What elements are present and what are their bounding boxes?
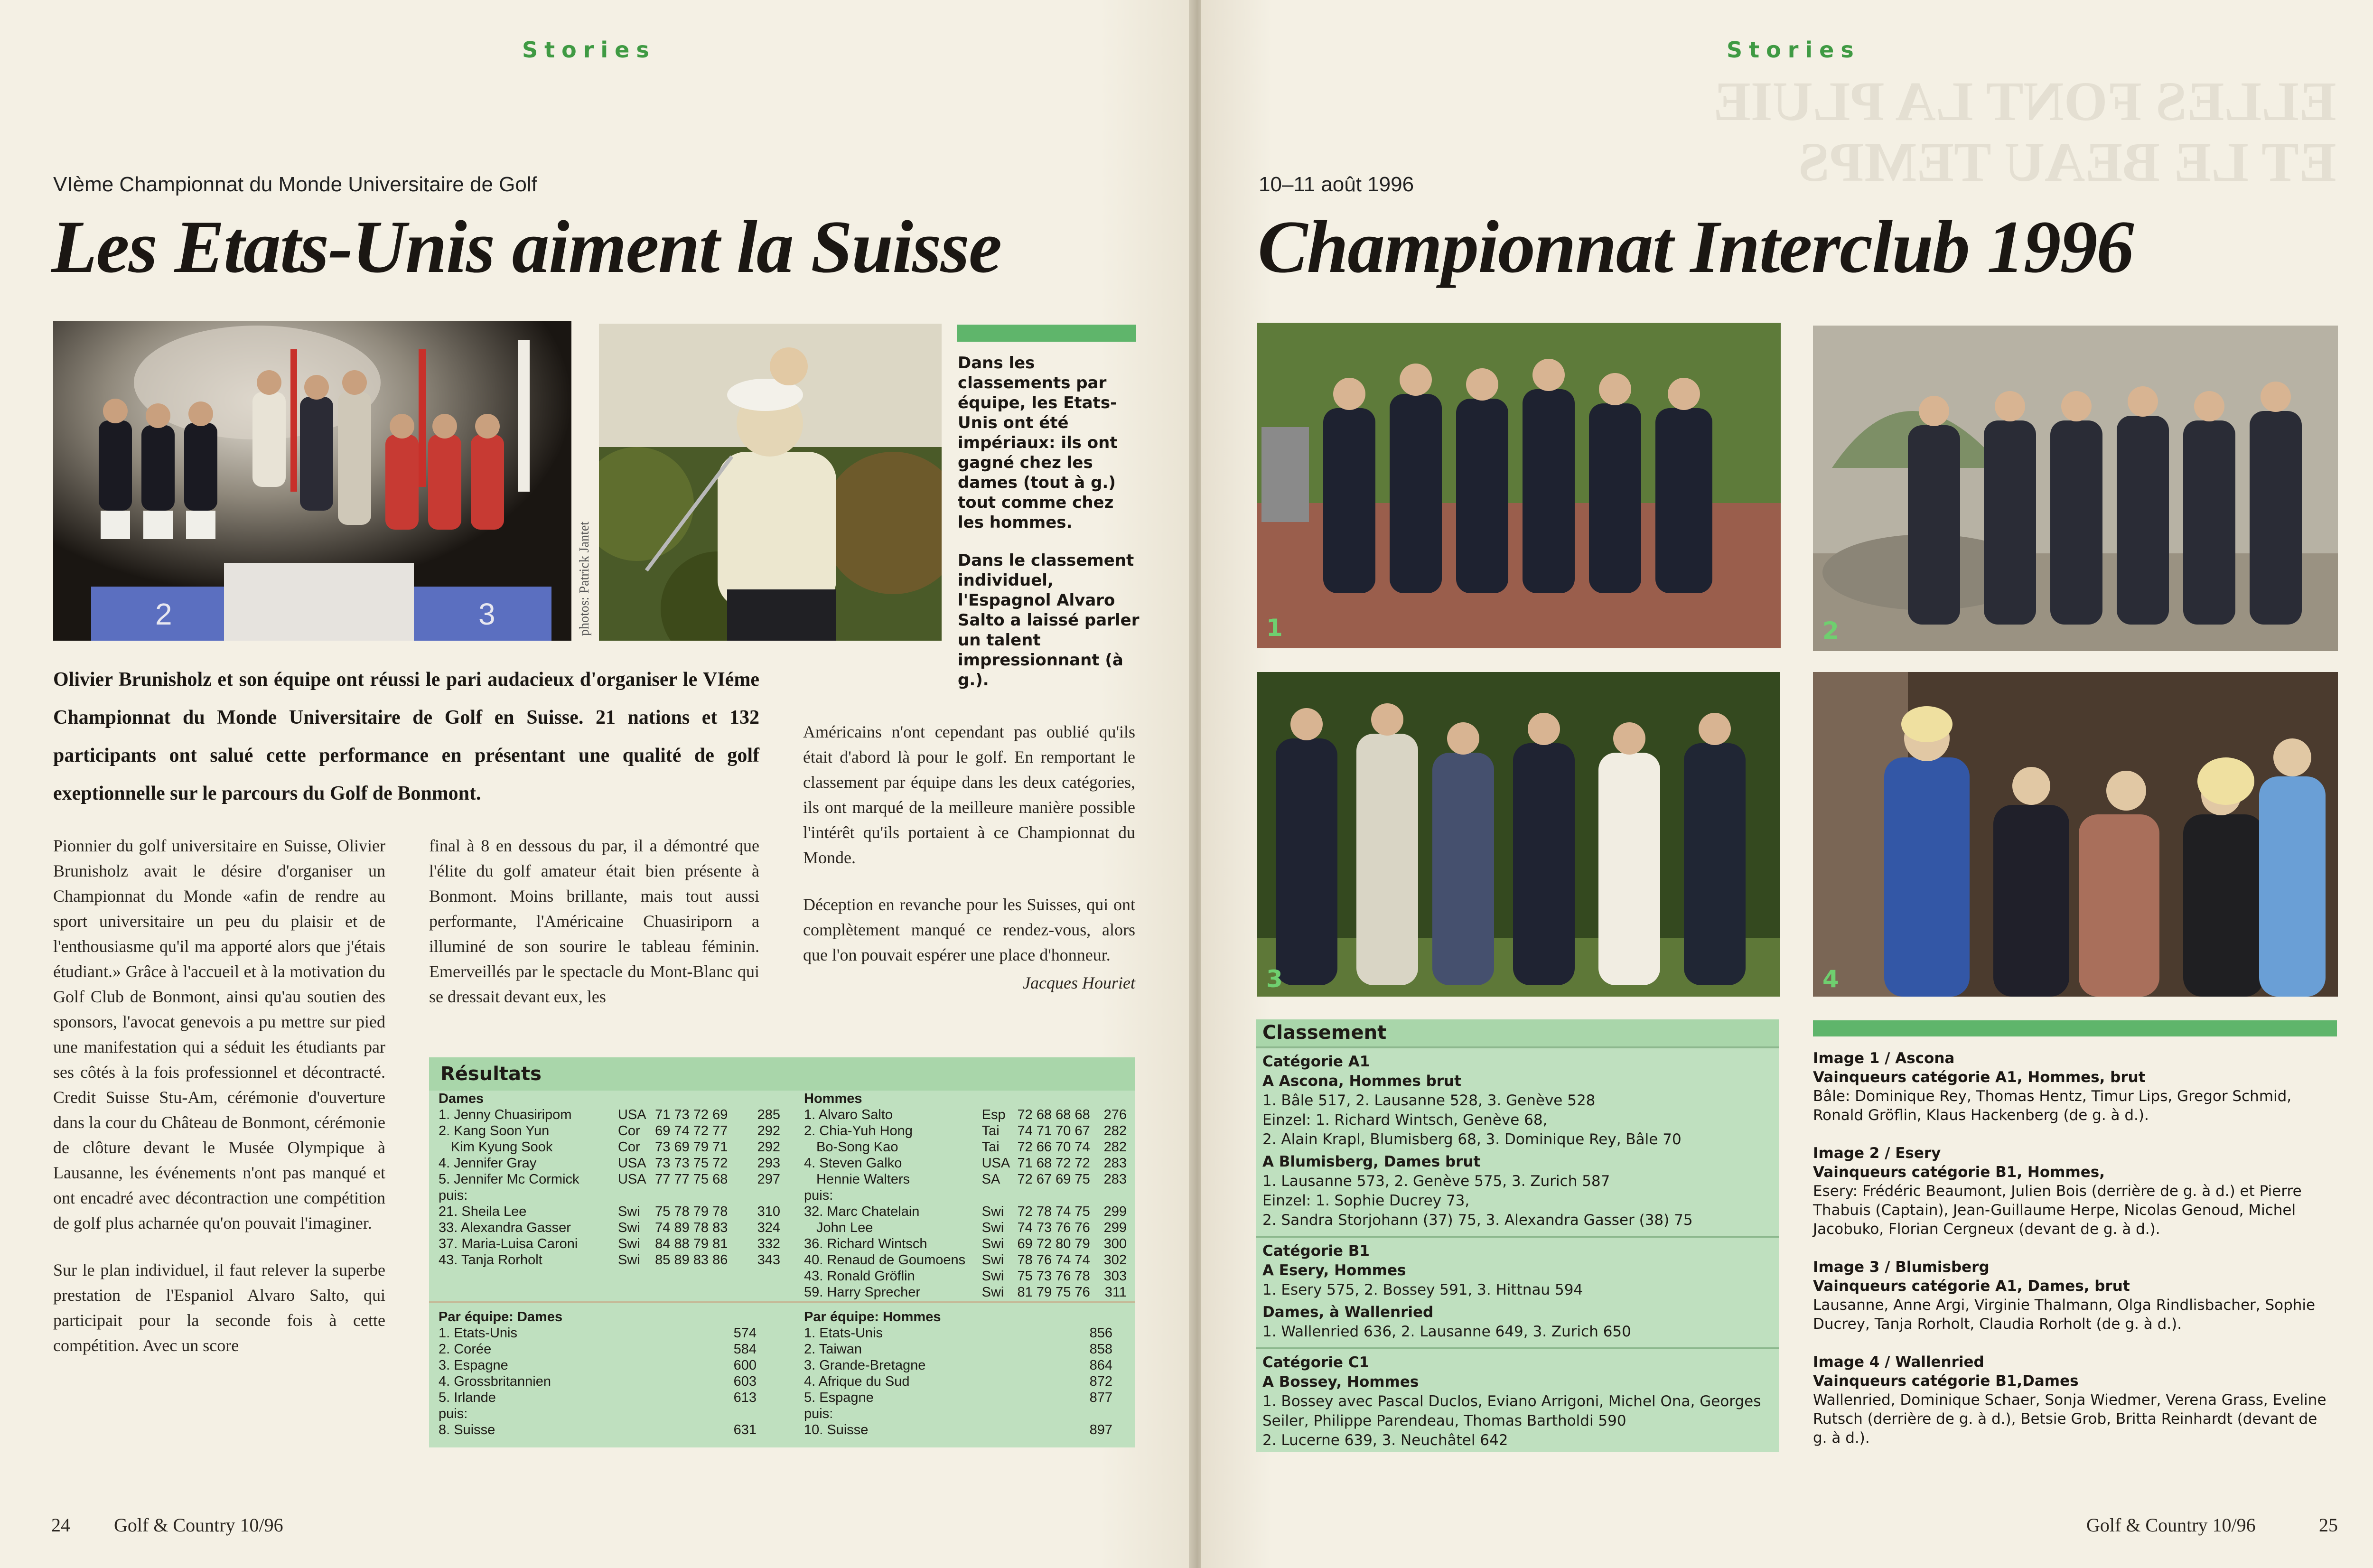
table-row xyxy=(439,1204,780,1220)
table-cell: 75 78 79 78 xyxy=(655,1204,728,1219)
table-cell: 299 xyxy=(1103,1204,1127,1219)
table-row xyxy=(804,1252,1127,1268)
table-cell: 311 xyxy=(1104,1285,1127,1300)
result-line: Einzel: 1. Sophie Ducrey 73, xyxy=(1262,1192,1470,1209)
table-row xyxy=(439,1406,757,1422)
table-cell: Swi xyxy=(617,1252,640,1268)
category-heading: Catégorie B1 xyxy=(1262,1242,1370,1260)
result-line: Einzel: 1. Richard Wintsch, Genève 68, xyxy=(1262,1111,1548,1129)
table-row xyxy=(804,1155,1127,1171)
table-cell: 303 xyxy=(1103,1269,1127,1284)
photo-captions xyxy=(1813,1049,2335,1466)
table-cell: 71 73 72 69 xyxy=(655,1107,728,1122)
result-line: 2. Alain Krapl, Blumisberg 68, 3. Dominique Rey, Bâle 70 xyxy=(1262,1131,1682,1148)
table-cell: Swi xyxy=(981,1285,1004,1300)
table-row xyxy=(804,1390,1112,1406)
caption-subtitle: Vainqueurs catégorie B1, Hommes, xyxy=(1813,1164,2105,1181)
table-cell: puis: xyxy=(439,1406,468,1421)
sidebar-paragraph: Dans le classement individuel, l'Espagnol Alvaro Salto a laissé parler un talent impressionnant (à g.). xyxy=(958,551,1140,690)
table-cell: 74 89 78 83 xyxy=(655,1220,728,1235)
results-subtitle: Hommes xyxy=(804,1091,862,1106)
photo-sidebar xyxy=(958,353,1143,708)
caption-block xyxy=(1813,1049,2335,1125)
table-cell: Swi xyxy=(617,1220,640,1235)
table-row xyxy=(439,1373,757,1390)
table-cell: 292 xyxy=(757,1139,780,1155)
table-cell: 300 xyxy=(1103,1236,1127,1251)
table-cell: 10. Suisse xyxy=(804,1422,869,1437)
results-dames xyxy=(439,1091,780,1268)
table-row xyxy=(804,1171,1127,1187)
table-cell: 1. Jenny Chuasiripom xyxy=(439,1107,572,1122)
caption-text: Lausanne, Anne Argi, Virginie Thalmann, Olga Rindlisbacher, Sophie Ducrey, Tanja Rorholt, Claudia Rorholt (de g. à d.). xyxy=(1813,1297,2316,1333)
table-cell: 292 xyxy=(757,1123,780,1139)
table-cell: 864 xyxy=(1089,1358,1112,1373)
classement-section-b1 xyxy=(1256,1236,1779,1347)
table-cell: 299 xyxy=(1103,1220,1127,1235)
table-cell: 4. Grossbritannien xyxy=(439,1374,551,1389)
table-row xyxy=(439,1107,780,1123)
table-row xyxy=(439,1187,780,1204)
table-row xyxy=(439,1390,757,1406)
table-cell: 85 89 83 86 xyxy=(655,1252,728,1268)
page-number: 25 xyxy=(2319,1514,2338,1536)
table-cell: 2. Corée xyxy=(439,1342,492,1357)
photo-credit: photos: Patrick Jantet xyxy=(577,521,592,636)
article-column-2 xyxy=(429,833,759,1031)
table-cell: 293 xyxy=(757,1156,780,1171)
table-cell xyxy=(618,1187,655,1204)
table-cell: Cor xyxy=(617,1123,640,1139)
table-cell: 4. Jennifer Gray xyxy=(439,1156,537,1171)
table-cell: 69 74 72 77 xyxy=(655,1123,728,1139)
article-headline: Les Etats-Unis aiment la Suisse xyxy=(51,205,1001,289)
table-row xyxy=(439,1325,757,1341)
caption-title: Image 3 / Blumisberg xyxy=(1813,1259,1990,1276)
table-cell: USA xyxy=(617,1107,646,1122)
article-headline: Championnat Interclub 1996 xyxy=(1258,205,2133,289)
sidebar-accent-bar xyxy=(957,325,1136,342)
results-table-dames xyxy=(439,1107,780,1268)
table-cell: 43. Ronald Gröflin xyxy=(804,1269,915,1284)
body-paragraph: Américains n'ont cependant pas oublié qu'ils était d'abord là pour le golf. En remportant le classement par équipe dans les deux catégories, ils ont marqué de la meilleure manière possible l'intérêt qu'ils portaient à ce Championnat du Monde. xyxy=(803,722,1135,867)
result-line: 1. Wallenried 636, 2. Lausanne 649, 3. Zurich 650 xyxy=(1262,1323,1631,1340)
table-cell: SA xyxy=(981,1172,1000,1187)
table-row xyxy=(804,1406,1112,1422)
body-paragraph: final à 8 en dessous du par, il a démontré que l'élite du golf amateur était bien présente à Bonmont. Moins brillante, mais tout aussi performante, l'Américaine Chuasiriporn a illuminé de son sourire le tableau féminin. Emerveillés par le spectacle du Mont-Blanc qui se dressait devant eux, les xyxy=(429,836,759,1006)
table-row xyxy=(804,1422,1112,1438)
table-row xyxy=(439,1252,780,1268)
caption-subtitle: Vainqueurs catégorie A1, Hommes, brut xyxy=(1813,1069,2146,1086)
team-photo-4 xyxy=(1813,672,2338,997)
podium-photo xyxy=(53,321,571,641)
table-cell: 5. Irlande xyxy=(439,1390,496,1405)
team-photo-2 xyxy=(1813,326,2338,651)
caption-title: Image 2 / Esery xyxy=(1813,1145,1941,1162)
result-line: 1. Esery 575, 2. Bossey 591, 3. Hittnau 594 xyxy=(1262,1281,1583,1298)
table-row xyxy=(439,1220,780,1236)
table-cell: Swi xyxy=(617,1236,640,1251)
table-cell: 872 xyxy=(1089,1374,1112,1389)
results-table-equipe-dames xyxy=(439,1325,757,1438)
table-cell: Esp xyxy=(981,1107,1006,1122)
table-cell: 32. Marc Chatelain xyxy=(804,1204,920,1219)
table-cell: 310 xyxy=(757,1204,780,1219)
table-cell: Tai xyxy=(981,1123,1000,1139)
table-cell: 73 73 75 72 xyxy=(655,1156,728,1171)
captions-accent-bar xyxy=(1813,1020,2337,1036)
table-cell: 574 xyxy=(733,1325,757,1341)
table-cell: 5. Jennifer Mc Cormick xyxy=(439,1172,579,1187)
table-cell: Swi xyxy=(981,1269,1004,1284)
venue-heading: A Esery, Hommes xyxy=(1262,1262,1406,1279)
body-paragraph: Pionnier du golf universitaire en Suisse, Olivier Brunisholz avait le désire d'organiser un Championnat du Monde «afin de rendre au sport universitaire un peu du plaisir et de l'enthousiasme qu'il ma apporté alors que j'étais étudiant.» Grâce à l'accueil et à la motivation du Golf Club de Bonmont, ainsi qu'au soutien des sponsors, l'avocat genevois a pu mettre sur pied une manifestation qui a séduit les étudiants par ses côtés à la fois professionnel et décontracté. Credit Suisse Stu-Am, cérémonie d'ouverture dans la cour du Château de Bonmont, cérémonie de clôture devant le Musée Olympique à Lausanne, les événements n'ont pas manqué et ont encadré avec décontraction une compétition de golf plus acharnée qu'on pouvait l'imaginer. xyxy=(53,836,385,1232)
team-photo-3 xyxy=(1257,672,1780,997)
result-line: 2. Sandra Storjohann (37) 75, 3. Alexandra Gasser (38) 75 xyxy=(1262,1212,1693,1229)
table-cell xyxy=(748,1187,780,1204)
table-row xyxy=(439,1171,780,1187)
table-cell: 81 79 75 76 xyxy=(1017,1285,1090,1300)
table-cell: USA xyxy=(981,1156,1010,1171)
table-cell: Swi xyxy=(981,1236,1004,1251)
caption-text: Wallenried, Dominique Schaer, Sonja Wiedmer, Verena Grass, Eveline Rutsch (derrière de g. à d.), Betsie Grob, Britta Reinhardt (devant de g. à d.). xyxy=(1813,1391,2326,1447)
classement-section-a1 xyxy=(1256,1046,1779,1236)
table-row xyxy=(804,1107,1127,1123)
table-cell: 4. Steven Galko xyxy=(804,1156,902,1171)
table-cell: 332 xyxy=(757,1236,780,1251)
table-cell: 613 xyxy=(733,1390,757,1405)
table-cell: 600 xyxy=(733,1358,757,1373)
result-line: 1. Bossey avec Pascal Duclos, Eviano Arrigoni, Michel Ona, Georges Seiler, Philippe Parendeau, Thomas Bartholdi 590 xyxy=(1262,1393,1761,1429)
table-cell: 897 xyxy=(1089,1422,1112,1437)
article-column-1 xyxy=(53,833,385,1380)
table-cell: 3. Grande-Bretagne xyxy=(804,1358,926,1373)
table-cell: 858 xyxy=(1089,1342,1112,1357)
table-cell xyxy=(982,1187,1018,1204)
table-cell: USA xyxy=(617,1172,646,1187)
table-cell: 324 xyxy=(757,1220,780,1235)
results-title: Résultats xyxy=(429,1057,1135,1091)
photo-number-1: 1 xyxy=(1266,614,1283,642)
results-equipe-dames xyxy=(439,1309,771,1438)
results-subtitle: Par équipe: Dames xyxy=(439,1309,563,1325)
photo-number-3: 3 xyxy=(1266,965,1283,993)
venue-heading: A Ascona, Hommes brut xyxy=(1262,1073,1461,1090)
table-cell: Tai xyxy=(981,1139,1000,1155)
table-row xyxy=(804,1220,1127,1236)
table-cell: 276 xyxy=(1103,1107,1127,1122)
caption-subtitle: Vainqueurs catégorie A1, Dames, brut xyxy=(1813,1278,2130,1295)
right-page xyxy=(1201,0,2373,1568)
table-cell: 78 76 74 74 xyxy=(1017,1252,1090,1268)
folio-magazine: Golf & Country 10/96 xyxy=(2086,1514,2256,1536)
table-cell: 72 67 69 75 xyxy=(1017,1172,1090,1187)
table-row xyxy=(804,1341,1112,1357)
table-cell: 343 xyxy=(757,1252,780,1268)
body-paragraph: Déception en revanche pour les Suisses, qui ont complètement manqué ce rendez-vous, alors que l'on pouvait espérer une place d'honneur. xyxy=(803,895,1135,964)
table-cell: 5. Espagne xyxy=(804,1390,874,1405)
table-cell: Kim Kyung Sook xyxy=(451,1139,553,1155)
table-cell: 37. Maria-Luisa Caroni xyxy=(439,1236,578,1251)
table-cell: puis: xyxy=(804,1406,833,1421)
table-cell: 2. Kang Soon Yun xyxy=(439,1123,550,1139)
article-kicker: VIème Championnat du Monde Universitaire de Golf xyxy=(53,173,537,196)
table-cell: 1. Etats-Unis xyxy=(439,1325,517,1341)
table-cell: 603 xyxy=(733,1374,757,1389)
category-heading: Catégorie C1 xyxy=(1262,1354,1370,1371)
table-cell: 40. Renaud de Goumoens xyxy=(804,1252,966,1268)
table-cell: 282 xyxy=(1103,1123,1127,1139)
table-cell: 77 77 75 68 xyxy=(655,1172,728,1187)
table-cell: Swi xyxy=(981,1204,1004,1219)
show-through-text: ELLES FONT LA PLUIE ET LE BEAU TEMPS xyxy=(1713,70,2336,193)
table-row xyxy=(804,1357,1112,1373)
table-cell: John Lee xyxy=(816,1220,873,1235)
result-line: 1. Lausanne 573, 2. Genève 575, 3. Zurich 587 xyxy=(1262,1173,1610,1190)
classement-section-c1 xyxy=(1256,1347,1779,1456)
results-box xyxy=(429,1057,1135,1447)
table-cell xyxy=(1100,1187,1127,1204)
table-cell: 283 xyxy=(1103,1156,1127,1171)
photo-number-2: 2 xyxy=(1822,617,1839,644)
caption-title: Image 4 / Wallenried xyxy=(1813,1353,1984,1371)
svg-text:2: 2 xyxy=(155,597,172,631)
team-photo-1 xyxy=(1257,323,1781,648)
caption-block xyxy=(1813,1353,2335,1447)
table-cell xyxy=(655,1187,748,1204)
results-subtitle: Dames xyxy=(439,1091,484,1106)
body-paragraph: Sur le plan individuel, il faut relever la superbe prestation de l'Espaniol Alvaro Salto, qui participait pour la seconde fois à cette compétition. Avec un score xyxy=(53,1260,385,1355)
table-cell: Swi xyxy=(981,1252,1004,1268)
table-row xyxy=(439,1357,757,1373)
photo-number-4: 4 xyxy=(1822,965,1839,993)
category-heading: Catégorie A1 xyxy=(1262,1053,1370,1070)
table-cell: 3. Espagne xyxy=(439,1358,508,1373)
table-cell: 74 73 76 76 xyxy=(1017,1220,1090,1235)
article-kicker: 10–11 août 1996 xyxy=(1259,173,1414,196)
table-row xyxy=(804,1187,1127,1204)
table-row xyxy=(804,1268,1127,1284)
table-cell xyxy=(1060,1406,1112,1422)
result-line: 2. Lucerne 639, 3. Neuchâtel 642 xyxy=(1262,1432,1508,1449)
table-cell: 856 xyxy=(1089,1325,1112,1341)
table-cell: 283 xyxy=(1103,1172,1127,1187)
caption-title: Image 1 / Ascona xyxy=(1813,1050,1955,1067)
table-row xyxy=(804,1325,1112,1341)
table-cell: Bo-Song Kao xyxy=(816,1139,898,1155)
results-divider xyxy=(429,1301,1135,1303)
table-cell: 72 66 70 74 xyxy=(1017,1139,1090,1155)
table-cell: 584 xyxy=(733,1342,757,1357)
caption-text: Esery: Frédéric Beaumont, Julien Bois (derrière de g. à d.) et Pierre Thabuis (Captain), Jean-Guillaume Herpe, Nicolas Genoud, Michel Jacobuko, Florian Cergneux (devant de g. à d.). xyxy=(1813,1183,2302,1238)
table-row xyxy=(804,1123,1127,1139)
table-cell: Hennie Walters xyxy=(816,1172,910,1187)
table-cell xyxy=(1018,1187,1100,1204)
results-hommes xyxy=(804,1091,1127,1300)
result-line: 1. Bâle 517, 2. Lausanne 528, 3. Genève 528 xyxy=(1262,1092,1596,1109)
table-cell: 8. Suisse xyxy=(439,1422,495,1437)
results-table-equipe-hommes xyxy=(804,1325,1112,1438)
table-cell: 69 72 80 79 xyxy=(1017,1236,1090,1251)
table-cell: 75 73 76 78 xyxy=(1017,1269,1090,1284)
sidebar-paragraph: Dans les classements par équipe, les Etats-Unis ont été impériaux: ils ont gagné chez les dames (tout à g.) tout comme chez les hommes. xyxy=(958,354,1118,532)
table-cell: 21. Sheila Lee xyxy=(439,1204,527,1219)
table-row xyxy=(804,1236,1127,1252)
table-row xyxy=(804,1284,1127,1300)
caption-text: Bâle: Dominique Rey, Thomas Hentz, Timur Lips, Gregor Schmid, Ronald Gröflin, Klaus Hackenberg (de g. à d.). xyxy=(1813,1088,2292,1124)
table-row xyxy=(439,1155,780,1171)
results-table-hommes xyxy=(804,1107,1127,1300)
venue-heading: Dames, à Wallenried xyxy=(1262,1304,1434,1321)
table-row xyxy=(439,1123,780,1139)
venue-heading: A Bossey, Hommes xyxy=(1262,1373,1419,1391)
golfer-photo xyxy=(599,324,942,641)
table-cell: 631 xyxy=(733,1422,757,1437)
table-row xyxy=(804,1204,1127,1220)
table-cell: 43. Tanja Rorholt xyxy=(439,1252,542,1268)
table-cell: 72 68 68 68 xyxy=(1017,1107,1090,1122)
table-cell: 71 68 72 72 xyxy=(1017,1156,1090,1171)
table-cell: 1. Etats-Unis xyxy=(804,1325,883,1341)
table-cell: puis: xyxy=(439,1188,468,1203)
table-cell: 33. Alexandra Gasser xyxy=(439,1220,571,1235)
table-cell: USA xyxy=(617,1156,646,1171)
caption-block xyxy=(1813,1144,2335,1239)
table-row xyxy=(439,1236,780,1252)
table-row xyxy=(804,1139,1127,1155)
table-cell: 36. Richard Wintsch xyxy=(804,1236,927,1251)
article-lead: Olivier Brunisholz et son équipe ont réussi le pari audacieux d'organiser le VIéme Championnat du Monde Universitaire de Golf en Suisse. 21 nations et 132 participants ont salué cette performance en présentant une qualité de golf exeptionnelle sur le parcours du Golf de Bonmont. xyxy=(53,669,759,804)
section-label: Stories xyxy=(1727,37,1860,63)
svg-text:3: 3 xyxy=(478,597,495,631)
table-cell: Cor xyxy=(617,1139,640,1155)
table-row xyxy=(439,1139,780,1155)
article-column-3 xyxy=(803,719,1135,996)
table-cell: 282 xyxy=(1103,1139,1127,1155)
table-cell: puis: xyxy=(804,1188,833,1203)
table-row xyxy=(439,1341,757,1357)
table-cell: Swi xyxy=(981,1220,1004,1235)
table-cell: 285 xyxy=(757,1107,780,1122)
table-cell: 877 xyxy=(1089,1390,1112,1405)
classement-box xyxy=(1256,1019,1779,1452)
table-cell xyxy=(704,1406,757,1422)
venue-heading: A Blumisberg, Dames brut xyxy=(1262,1153,1481,1170)
author-signature: Jacques Houriet xyxy=(1023,973,1135,992)
table-cell: 73 69 79 71 xyxy=(655,1139,728,1155)
caption-subtitle: Vainqueurs catégorie B1,Dames xyxy=(1813,1372,2079,1390)
table-cell: Swi xyxy=(617,1204,640,1219)
table-cell: 59. Harry Sprecher xyxy=(804,1285,920,1300)
table-cell: 84 88 79 81 xyxy=(655,1236,728,1251)
table-cell: 4. Afrique du Sud xyxy=(804,1374,910,1389)
table-cell: 1. Alvaro Salto xyxy=(804,1107,893,1122)
classement-title: Classement xyxy=(1256,1019,1779,1046)
table-row xyxy=(439,1422,757,1438)
folio-magazine: Golf & Country 10/96 xyxy=(114,1514,283,1536)
table-row xyxy=(804,1373,1112,1390)
caption-block xyxy=(1813,1258,2335,1334)
page-number: 24 xyxy=(51,1514,70,1536)
section-label: Stories xyxy=(522,37,656,63)
table-cell: 2. Taiwan xyxy=(804,1342,862,1357)
results-equipe-hommes xyxy=(804,1309,1127,1438)
results-subtitle: Par équipe: Hommes xyxy=(804,1309,941,1325)
table-cell: 297 xyxy=(757,1172,780,1187)
table-cell: 2. Chia-Yuh Hong xyxy=(804,1123,913,1139)
table-cell: 74 71 70 67 xyxy=(1017,1123,1090,1139)
table-cell: 72 78 74 75 xyxy=(1017,1204,1090,1219)
table-cell: 302 xyxy=(1103,1252,1127,1268)
